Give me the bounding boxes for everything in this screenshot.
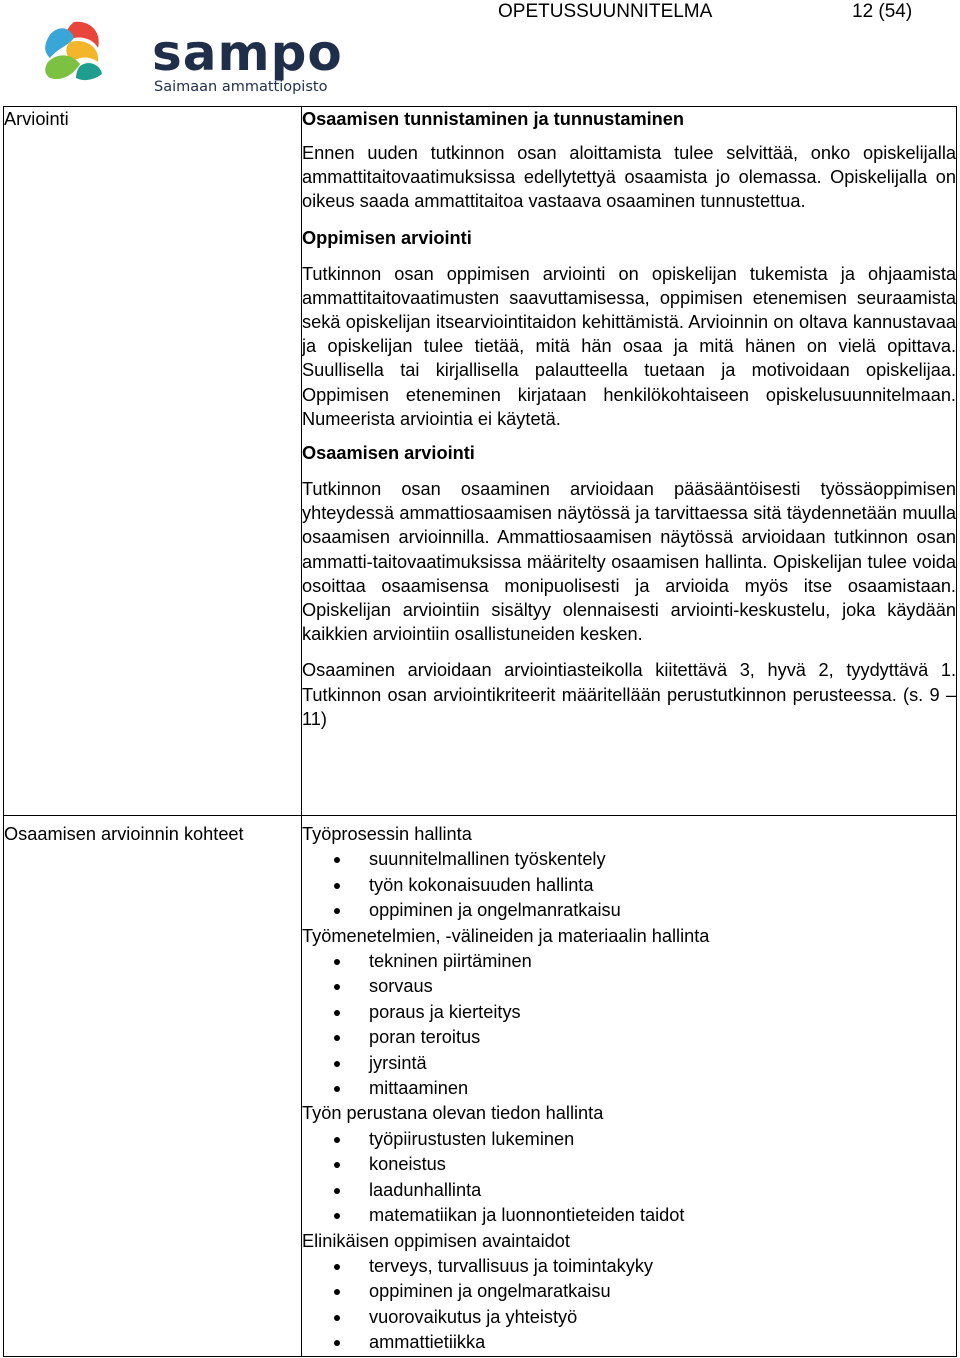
list-item-text: poraus ja kierteitys <box>369 1001 521 1022</box>
list-item-text: laadunhallinta <box>369 1179 482 1200</box>
list-item-text: oppiminen ja ongelmaratkaisu <box>369 1281 611 1302</box>
list-item <box>302 1203 956 1228</box>
bullet-list <box>302 847 956 923</box>
bullet-icon <box>334 857 340 863</box>
page-number: 12 (54) <box>852 1 913 22</box>
list-item <box>302 873 956 898</box>
section-text: Osaaminen arvioidaan arviointiasteikolla kiitettävä 3, hyvä 2, tyydyttävä 1. Tutkinnon osan arviointikriteerit määritellään perustutkinnon perusteessa. (s. 9 – 11) <box>302 660 956 729</box>
bullet-icon <box>334 959 340 965</box>
bullet-icon <box>334 908 340 914</box>
group-title: Työprosessin hallinta <box>302 824 472 844</box>
list-item-text: mittaaminen <box>369 1078 469 1099</box>
list-item <box>302 1305 956 1330</box>
list-item <box>302 898 956 923</box>
bullet-icon <box>334 1086 340 1092</box>
list-item <box>302 847 956 872</box>
target-group <box>302 1101 956 1228</box>
list-item <box>302 1330 956 1355</box>
bullet-icon <box>334 1061 340 1067</box>
bullet-icon <box>334 883 340 889</box>
list-item <box>302 1279 956 1304</box>
bullet-icon <box>334 1315 340 1321</box>
assessment-content <box>302 107 957 816</box>
list-item <box>302 1025 956 1050</box>
list-item <box>302 1051 956 1076</box>
bullet-icon <box>334 1010 340 1016</box>
document-title: OPETUSSUUNNITELMA <box>498 1 713 22</box>
list-item-text: ammattietiikka <box>369 1332 486 1353</box>
row-label: Arviointi <box>4 107 302 816</box>
list-item-text: jyrsintä <box>369 1052 427 1073</box>
list-item <box>302 1076 956 1101</box>
bullet-list <box>302 1254 956 1356</box>
list-item <box>302 949 956 974</box>
list-item-text: suunnitelmallinen työskentely <box>369 849 606 870</box>
table-row <box>4 816 957 1357</box>
list-item-text: matematiikan ja luonnontieteiden taidot <box>369 1205 685 1226</box>
section-heading: Oppimisen arviointi <box>302 227 472 248</box>
target-group <box>302 1229 956 1356</box>
bullet-icon <box>334 1137 340 1143</box>
list-item-text: terveys, turvallisuus ja toimintakyky <box>369 1255 654 1276</box>
section-text: Ennen uuden tutkinnon osan aloittamista tulee selvittää, onko opiskelijalla ammattitaitovaatimuksissa edellytettyä osaamista jo olemassa. Opiskelijalla on oikeus saada ammattitaitoa vastaava osaaminen tunnustettua. <box>302 143 956 212</box>
bullet-list <box>302 1127 956 1229</box>
logo-subtitle: Saimaan ammattiopisto <box>154 79 328 95</box>
list-item-text: tekninen piirtäminen <box>369 951 532 972</box>
list-item-text: sorvaus <box>369 976 433 997</box>
list-item-text: poran teroitus <box>369 1027 481 1048</box>
assessment-targets <box>302 816 957 1357</box>
list-item <box>302 1127 956 1152</box>
bullet-icon <box>334 1035 340 1041</box>
section-heading: Osaamisen arviointi <box>302 443 475 464</box>
list-item <box>302 1152 956 1177</box>
section-heading: Osaamisen tunnistaminen ja tunnustaminen <box>302 109 685 129</box>
curriculum-table <box>3 106 957 1357</box>
bullet-icon <box>334 1264 340 1270</box>
list-item-text: työpiirustusten lukeminen <box>369 1128 575 1149</box>
logo-wordmark: sampo <box>152 24 343 82</box>
sampo-logo-mark <box>40 18 110 88</box>
section-text: Tutkinnon osan oppimisen arviointi on opiskelijan tukemista ja ohjaamista ammattitaitovaatimusten saavuttamisessa, oppimisen etenemisen seuraamista sekä opiskelijan itsearviointitaidon kehittämistä. Arvioinnin on oltava kannustavaa ja opiskelijan tulee tietää, mitä hän osaa ja mitä hänen on vielä opittava. Suullisella tai kirjallisella palautteella tuetaan ja motivoidaan opiskelijaa. Oppimisen eteneminen kirjataan henkilökohtaiseen opiskelusuunnitelmaan. Numeerista arviointia ei käytetä. <box>302 263 956 429</box>
bullet-icon <box>334 1289 340 1295</box>
target-group <box>302 924 956 1102</box>
bullet-list <box>302 949 956 1101</box>
section-text: Tutkinnon osan osaaminen arvioidaan pääsääntöisesti työssäoppimisen yhteydessä ammattiosaamisen näytössä ja tarvittaessa sitä täydennetään muulla osaamisen arvioinnilla. Ammattiosaamisen näytössä arvioidaan tutkinnon osan ammatti-taitovaatimuksissa määritelty osaamisen hallinta. Opiskelijan tulee voida osoittaa osaamisensa monipuolisesti ja arvioida myös itse osaamistaan. Opiskelijan arviointiin sisältyy olennaisesti arviointi-keskustelu, joka käydään kaikkien arviointiin osallistuneiden kesken. <box>302 479 956 645</box>
list-item <box>302 1254 956 1279</box>
group-title: Työn perustana olevan tiedon hallinta <box>302 1103 604 1124</box>
list-item <box>302 1000 956 1025</box>
list-item-text: koneistus <box>369 1154 446 1175</box>
list-item-text: oppiminen ja ongelmanratkaisu <box>369 900 621 921</box>
list-item-text: työn kokonaisuuden hallinta <box>369 874 594 895</box>
list-item-text: vuorovaikutus ja yhteistyö <box>369 1306 578 1327</box>
bullet-icon <box>334 1213 340 1219</box>
table-row <box>4 107 957 816</box>
group-title: Työmenetelmien, -välineiden ja materiaalin hallinta <box>302 925 710 946</box>
target-group <box>302 822 956 924</box>
row-label: Osaamisen arvioinnin kohteet <box>4 816 302 1357</box>
bullet-icon <box>334 1340 340 1346</box>
list-item <box>302 1178 956 1203</box>
page-header <box>0 0 960 104</box>
list-item <box>302 974 956 999</box>
bullet-icon <box>334 1162 340 1168</box>
group-title: Elinikäisen oppimisen avaintaidot <box>302 1230 570 1251</box>
bullet-icon <box>334 1188 340 1194</box>
bullet-icon <box>334 984 340 990</box>
